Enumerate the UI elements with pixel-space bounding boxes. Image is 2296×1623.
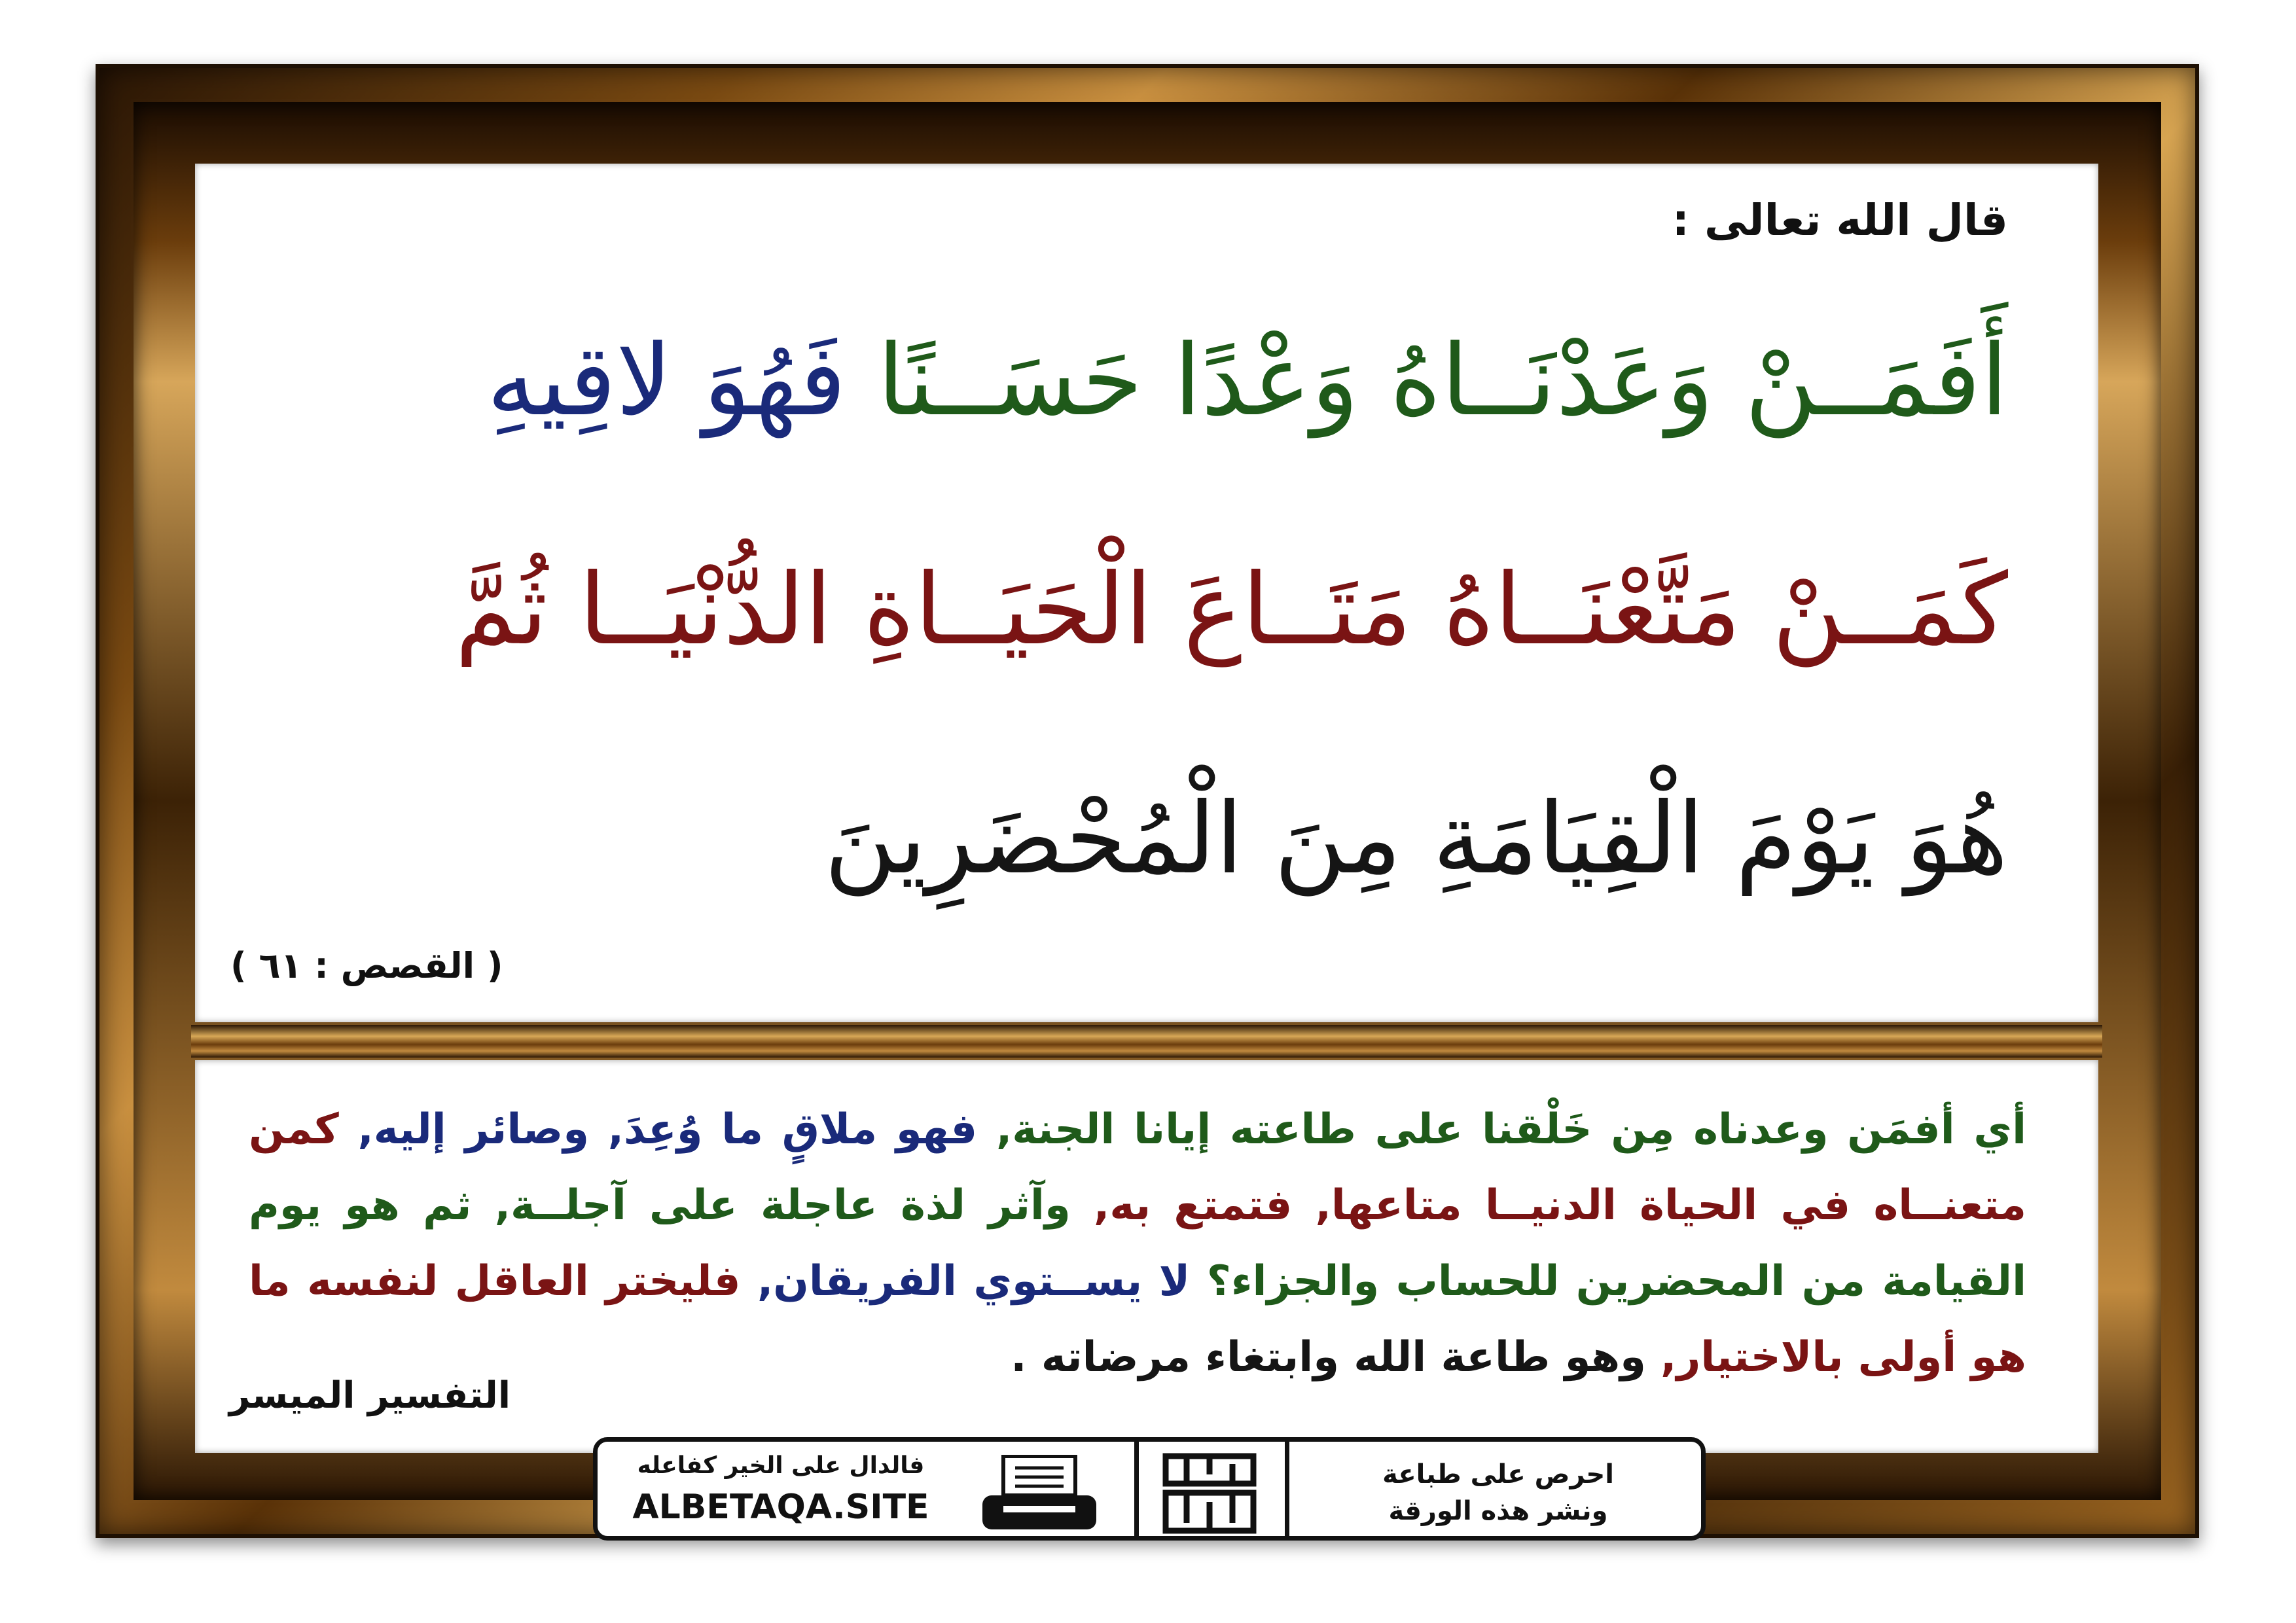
verse-line-1-part-1: أَفَمَــنْ وَعَدْنَــاهُ وَعْدًا حَسَــنًا	[846, 324, 2008, 438]
tafsir-source: التفسير الميسر	[229, 1374, 511, 1417]
footer-divider	[1134, 1442, 1139, 1536]
kufic-logo-icon	[1160, 1451, 1259, 1536]
tafsir-segment: أي أفمَن وعدناه مِن خَلْقنا على طاعته إيانا الجنة,	[977, 1105, 2027, 1154]
printer-icon	[977, 1455, 1102, 1532]
verse-line-2: كَمَــنْ مَتَّعْنَــاهُ مَتَــاعَ الْحَيَــاةِ الدُّنْيَــا ثُمَّ	[455, 553, 2008, 667]
verse-intro: قال الله تعالى :	[1672, 195, 2008, 245]
verse-line-1-part-2: فَهُوَ لاقِيهِ	[486, 324, 846, 438]
footer-site-label: فالدال على الخير كفاعله	[637, 1452, 925, 1479]
tafsir-segment: كمن متعنــاه في الحياة الدنيــا متاعها, فتمتع به,	[249, 1105, 2027, 1230]
footer-site-link[interactable]: ALBETAQA.SITE	[632, 1488, 929, 1527]
footer-divider	[1285, 1442, 1289, 1536]
panel-divider	[191, 1025, 2102, 1058]
footer-promo-line-2: ونشر هذه الورقة	[1388, 1496, 1608, 1526]
verse-line-1	[486, 324, 2008, 438]
tafsir-segment: وهو طاعة الله وابتغاء مرضاته .	[1011, 1333, 1646, 1382]
footer-promo	[1341, 1456, 1655, 1529]
footer-banner	[593, 1437, 1706, 1541]
tafsir-segment: فليختر العاقل لنفسه ما هو أولى بالاختيار,	[249, 1257, 2026, 1382]
tafsir-segment: لا يســتوي الفريقان,	[740, 1257, 1191, 1306]
verse-reference: ( القصص : ٦١ )	[230, 945, 503, 986]
tafsir-segment: فهو ملاقٍ ما وُعِدَ, وصائر إليه,	[338, 1105, 978, 1154]
verse-line-3: هُوَ يَوْمَ الْقِيَامَةِ مِنَ الْمُحْضَرِينَ	[824, 782, 2008, 896]
footer-promo-line-1: احرص على طباعة	[1382, 1459, 1614, 1489]
tafsir-text	[249, 1092, 2026, 1395]
tafsir-segment: وآثر لذة عاجلة على آجلــة, ثم هو يوم القيامة من المحضرين للحساب والجزاء؟	[249, 1181, 2027, 1306]
